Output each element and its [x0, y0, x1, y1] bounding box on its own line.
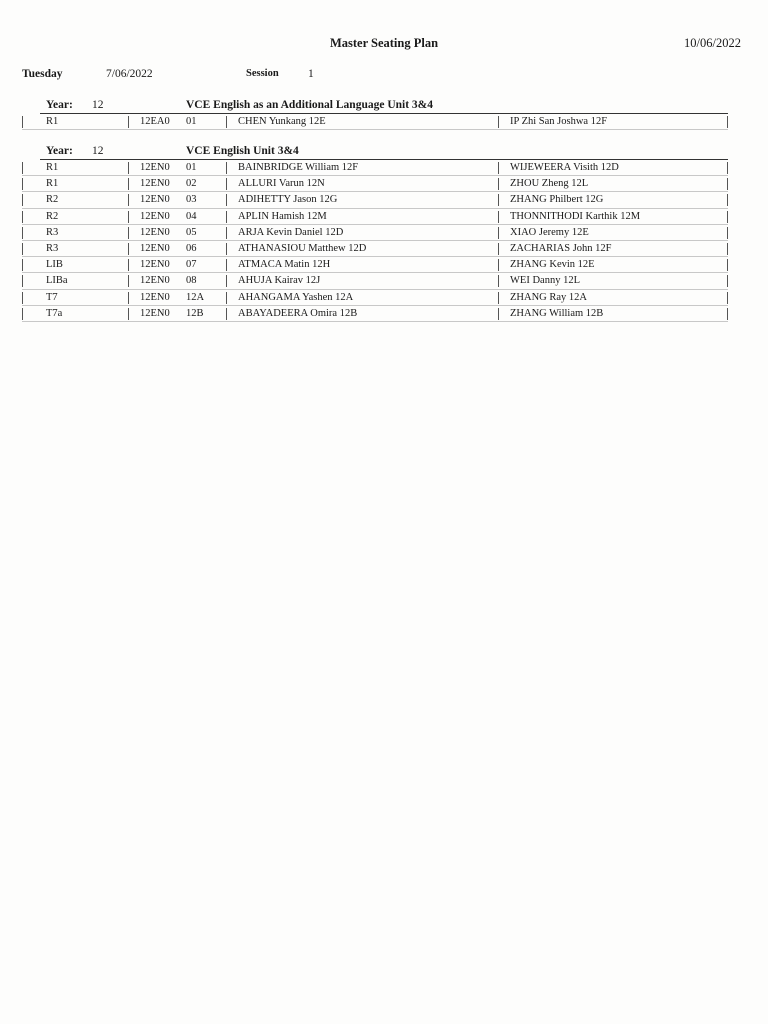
class-code-cell: 12EN0 — [140, 291, 170, 303]
group-number-cell: 01 — [186, 116, 197, 127]
room-cell: LIBa — [46, 275, 68, 287]
room-cell: R1 — [46, 178, 59, 190]
seating-row — [22, 306, 728, 322]
seating-row — [22, 209, 728, 225]
room-cell: R3 — [46, 226, 59, 238]
first-student-cell: AHANGAMA Yashen 12A — [238, 291, 354, 303]
last-student-cell: WEI Danny 12L — [510, 275, 580, 287]
last-student-cell: ZHANG Ray 12A — [510, 291, 587, 303]
section-eal — [22, 98, 728, 130]
group-number-cell: 02 — [186, 178, 197, 190]
first-student-cell: ABAYADEERA Omira 12B — [238, 307, 358, 319]
room-cell: LIB — [46, 259, 63, 271]
seating-row — [22, 114, 728, 130]
year-label: Year: — [46, 99, 73, 111]
session-info — [22, 68, 342, 82]
room-cell: R1 — [46, 116, 59, 127]
seating-row — [22, 176, 728, 192]
group-number-cell: 03 — [186, 194, 197, 206]
group-number-cell: 06 — [186, 242, 197, 254]
print-date: 10/06/2022 — [684, 36, 741, 50]
section-header — [22, 98, 728, 114]
first-student-cell: BAINBRIDGE William 12F — [238, 162, 359, 173]
room-cell: R2 — [46, 210, 59, 222]
class-code-cell: 12EN0 — [140, 162, 170, 173]
seating-row — [22, 273, 728, 289]
last-student-cell: ZACHARIAS John 12F — [510, 242, 612, 254]
document-title: Master Seating Plan — [329, 36, 439, 50]
class-code-cell: 12EA0 — [140, 116, 170, 127]
class-code-cell: 12EN0 — [140, 226, 170, 238]
room-cell: R1 — [46, 162, 59, 173]
last-student-cell: XIAO Jeremy 12E — [510, 226, 589, 238]
class-code-cell: 12EN0 — [140, 242, 170, 254]
class-code-cell: 12EN0 — [140, 275, 170, 287]
last-student-cell: THONNITHODI Karthik 12M — [510, 210, 641, 222]
last-student-cell: ZHANG Philbert 12G — [510, 194, 604, 206]
class-code-cell: 12EN0 — [140, 307, 170, 319]
seating-row — [22, 257, 728, 273]
seating-row — [22, 290, 728, 306]
group-number-cell: 08 — [186, 275, 197, 287]
last-student-cell: WIJEWEERA Visith 12D — [510, 162, 619, 173]
subject-title: VCE English Unit 3&4 — [186, 145, 299, 157]
room-cell: R2 — [46, 194, 59, 206]
last-student-cell: ZHOU Zheng 12L — [510, 178, 589, 190]
session-label: Session — [246, 68, 279, 79]
exam-day: Tuesday — [22, 68, 63, 80]
year-label: Year: — [46, 145, 73, 157]
last-student-cell: ZHANG Kevin 12E — [510, 259, 595, 271]
group-number-cell: 12A — [186, 291, 205, 303]
room-cell: R3 — [46, 242, 59, 254]
group-number-cell: 07 — [186, 259, 197, 271]
room-cell: T7 — [46, 291, 58, 303]
group-number-cell: 04 — [186, 210, 197, 222]
last-student-cell: ZHANG William 12B — [510, 307, 604, 319]
first-student-cell: APLIN Hamish 12M — [238, 210, 327, 222]
exam-date: 7/06/2022 — [106, 68, 153, 80]
seating-row — [22, 225, 728, 241]
first-student-cell: AHUJA Kairav 12J — [238, 275, 321, 287]
group-number-cell: 01 — [186, 162, 197, 173]
first-student-cell: ATHANASIOU Matthew 12D — [238, 242, 367, 254]
group-number-cell: 05 — [186, 226, 197, 238]
seating-row — [22, 160, 728, 176]
room-cell: T7a — [46, 307, 63, 319]
first-student-cell: CHEN Yunkang 12E — [238, 116, 326, 127]
first-student-cell: ADIHETTY Jason 12G — [238, 194, 338, 206]
class-code-cell: 12EN0 — [140, 178, 170, 190]
first-student-cell: ATMACA Matin 12H — [238, 259, 331, 271]
session-value: 1 — [308, 68, 314, 80]
section-english — [22, 144, 728, 322]
first-student-cell: ARJA Kevin Daniel 12D — [238, 226, 344, 238]
class-code-cell: 12EN0 — [140, 210, 170, 222]
seating-row — [22, 192, 728, 208]
last-student-cell: IP Zhi San Joshwa 12F — [510, 116, 608, 127]
group-number-cell: 12B — [186, 307, 204, 319]
class-code-cell: 12EN0 — [140, 194, 170, 206]
section-header — [22, 144, 728, 160]
subject-title: VCE English as an Additional Language Unit 3&4 — [186, 99, 433, 111]
year-value: 12 — [92, 145, 104, 157]
first-student-cell: ALLURI Varun 12N — [238, 178, 325, 190]
class-code-cell: 12EN0 — [140, 259, 170, 271]
year-value: 12 — [92, 99, 104, 111]
seating-row — [22, 241, 728, 257]
